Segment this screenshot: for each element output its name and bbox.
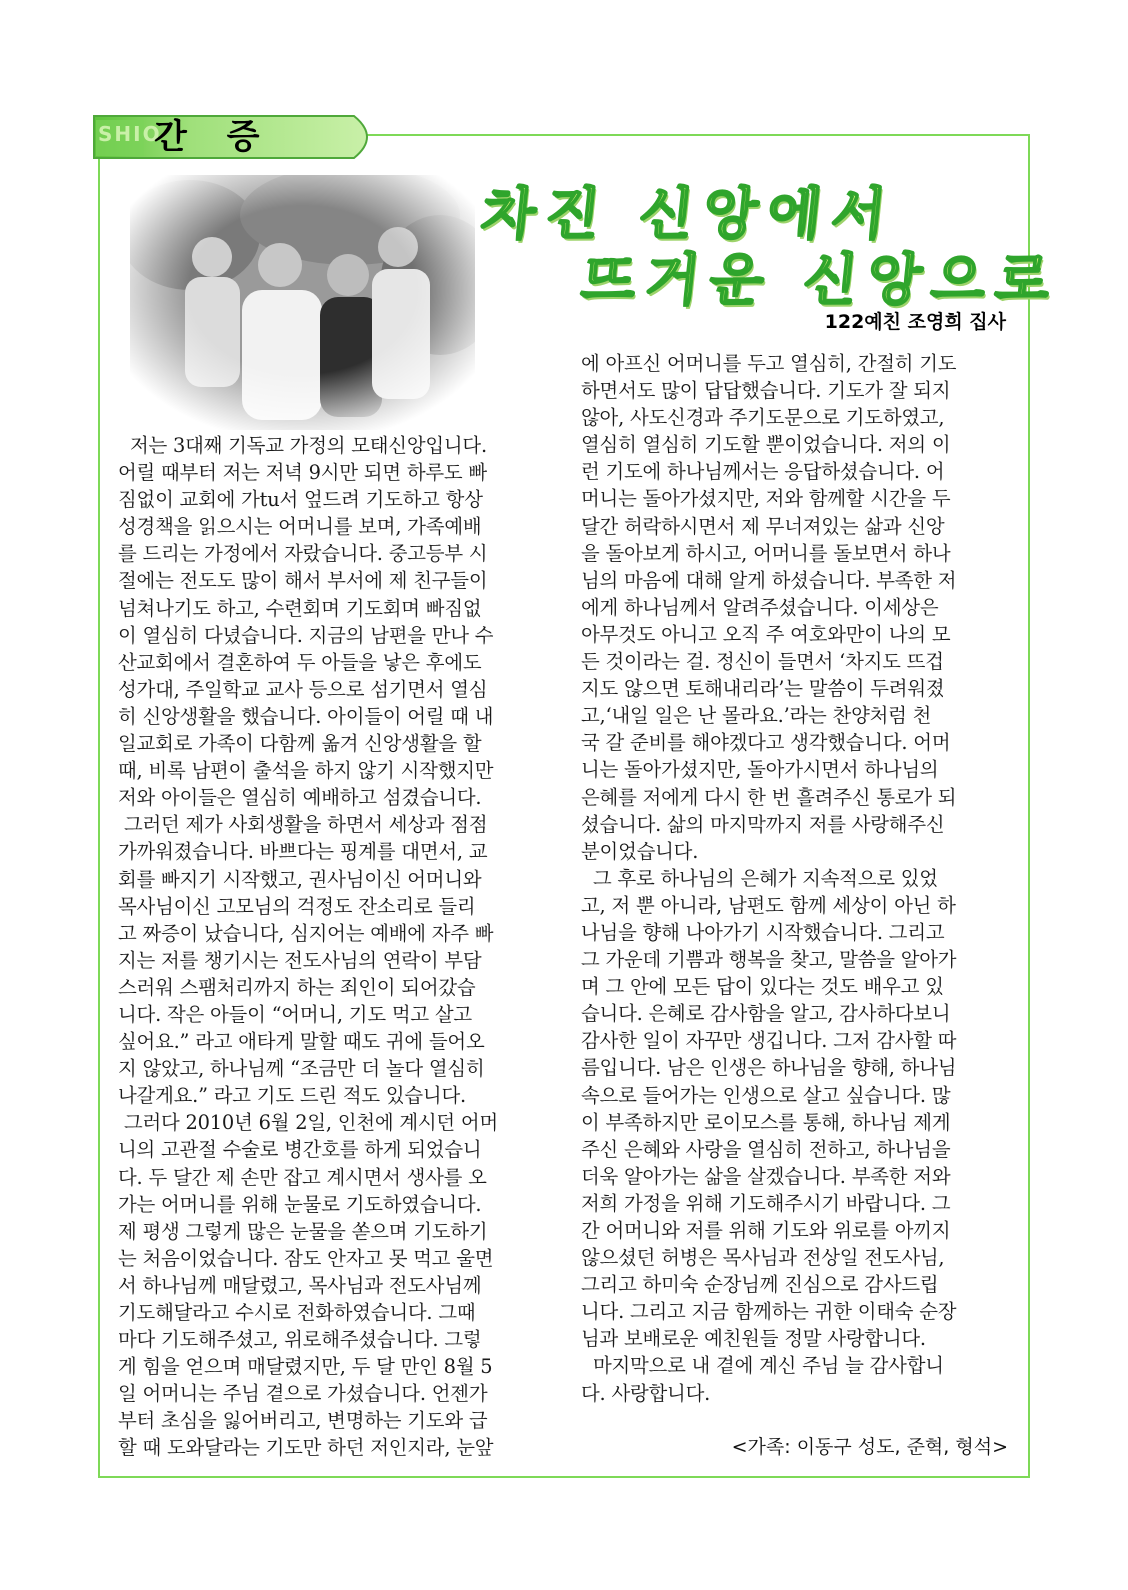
- body-column-left: [118, 432, 558, 1462]
- family-note: <가족: 이동구 성도, 준혁, 형석>: [731, 1436, 1008, 1458]
- title-line-1: 차진 신앙에서: [478, 182, 900, 247]
- body-column-right: [581, 350, 1017, 1407]
- paragraph: 마지막으로 내 곁에 계신 주님 늘 감사합니 다. 사랑합니다.: [581, 1354, 944, 1405]
- paragraph: 그 후로 하나님의 은혜가 지속적으로 있었 고, 저 뿐 아니라, 남편도 함께 세상이 아닌 하 나님을 향해 나아가기 시작했습니다. 그리고 그 가운데 기쁨과 행복을 찾고, 말씀을 알아가 며 그 안에 모든 답이 있다는 것도 배우고 있 습니다. 은혜로 감사함을 알고, 감사하다보니 감사한 일이 자꾸만 생깁니다. 그저 감사할 따 름입니다. 남은 인생은 하나님을 향해, 하나님 속으로 들어가는 인생으로 살고 싶습니다. 많 이 부족하지만 로이모스를 통해, 하나님 제게 주신 은혜와 사랑을 열심히 전하고, 하나님을 더욱 알아가는 삶을 살겠습니다. 부족한 저와 저희 가정을 위해 기도해주시기 바랍니다. 그 간 어머니와 저를 위해 기도와 위로를 아끼지 않으셨던 허병은 목사님과 전상일 전도사님, 그리고 하미숙 순장님께 진심으로 감사드립 니다. 그리고 지금 함께하는 귀한 이태숙 순장 님과 보배로운 예친원들 정말 사랑합니다.: [581, 866, 957, 1351]
- family-photo-image: [130, 175, 475, 430]
- paragraph: 저는 3대째 기독교 가정의 모태신앙입니다. 어릴 때부터 저는 저녁 9시만 되면 하루도 빠 짐없이 교회에 가tu서 엎드려 기도하고 항상 성경책을 읽으시는 어머니를 보며, 가족예배 를 드리는 가정에서 자랐습니다. 중고등부 시 절에는 전도도 많이 해서 부서에 제 친구들이 넘쳐나기도 하고, 수련회며 기도회며 빠짐없 이 열심히 다녔습니다. 지금의 남편을 만나 수 산교회에서 결혼하여 두 아들을 낳은 후에도 성가대, 주일학교 교사 등으로 섬기면서 열심 히 신앙생활을 했습니다. 아이들이 어릴 때 내 일교회로 가족이 다함께 옮겨 신앙생활을 할 때, 비록 남편이 출석을 하지 않기 시작했지만 저와 아이들은 열심히 예배하고 섬겼습니다.: [118, 434, 494, 810]
- tab-deco-text: SHIO: [98, 122, 162, 146]
- section-tab: [92, 112, 382, 162]
- family-photo: [130, 175, 475, 430]
- section-label: 간 증: [154, 117, 274, 157]
- paragraph: 그러다 2010년 6월 2일, 인천에 계시던 어머 니의 고관절 수술로 병간호를 하게 되었습니 다. 두 달간 제 손만 잡고 계시면서 생사를 오 가는 어머니를 위해 눈물로 기도하였습니다. 제 평생 그렇게 많은 눈물을 쏟으며 기도하기 는 처음이었습니다. 잠도 안자고 못 먹고 울면 서 하나님께 매달렸고, 목사님과 전도사님께 기도해달라고 수시로 전화하였습니다. 그때 마다 기도해주셨고, 위로해주셨습니다. 그렇 게 힘을 얻으며 매달렸지만, 두 달 만인 8월 5 일 어머니는 주님 곁으로 가셨습니다. 언젠가 부터 초심을 잃어버리고, 변명하는 기도와 급 할 때 도와달라는 기도만 하던 저인지라, 눈앞: [118, 1111, 498, 1460]
- author-byline: 122예친 조영희 집사: [824, 311, 1006, 333]
- paragraph: 그러던 제가 사회생활을 하면서 세상과 점점 가까워졌습니다. 바쁘다는 핑계를 대면서, 교 회를 빠지기 시작했고, 권사님이신 어머니와 목사님이신 고모님의 걱정도 잔소리로 들리 고 짜증이 났습니다, 심지어는 예배에 자주 빠 지는 저를 챙기시는 전도사님의 연락이 부담 스러워 스팸처리까지 하는 죄인이 되어갔습 니다. 작은 아들이 “어머니, 기도 먹고 살고 싶어요.” 라고 애타게 말할 때도 귀에 들어오 지 않았고, 하나님께 “조금만 더 놀다 열심히 나갈게요.” 라고 기도 드린 적도 있습니다.: [118, 813, 494, 1108]
- title-line-2: 뜨거운 신앙으로: [578, 248, 1064, 313]
- paragraph: 에 아프신 어머니를 두고 열심히, 간절히 기도 하면서도 많이 답답했습니다. 기도가 잘 되지 않아, 사도신경과 주기도문으로 기도하였고, 열심히 열심히 기도할 뿐이었습니다. 저의 이 런 기도에 하나님께서는 응답하셨습니다. 어 머니는 돌아가셨지만, 저와 함께할 시간을 두 달간 허락하시면서 제 무너져있는 삶과 신앙 을 돌아보게 하시고, 어머니를 돌보면서 하나 님의 마음에 대해 알게 하셨습니다. 부족한 저 에게 하나님께서 알려주셨습니다. 이세상은 아무것도 아니고 오직 주 여호와만이 나의 모 든 것이라는 걸. 정신이 들면서 ‘차지도 뜨겁 지도 않으면 토해내리라’는 말씀이 두려워졌 고,‘내일 일은 난 몰라요.’라는 찬양처럼 천 국 갈 준비를 해야겠다고 생각했습니다. 어머 니는 돌아가셨지만, 돌아가시면서 하나님의 은혜를 저에게 다시 한 번 흘려주신 통로가 되 셨습니다. 삶의 마지막까지 저를 사랑해주신 분이었습니다.: [581, 352, 957, 863]
